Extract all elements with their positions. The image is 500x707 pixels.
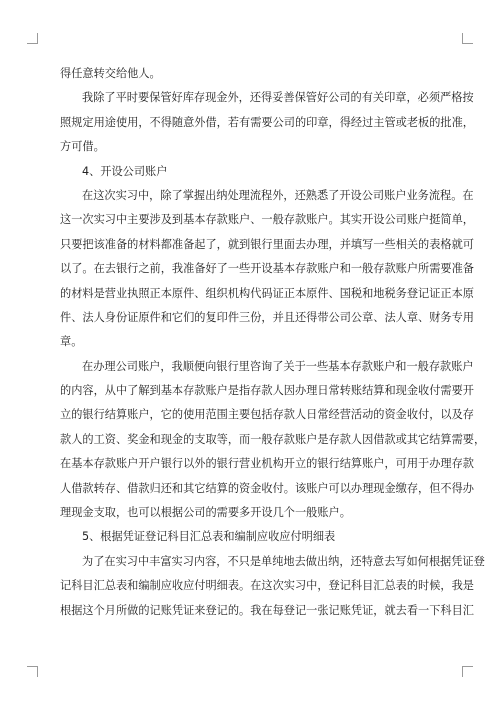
text-line: 以了。在去银行之前，我准备好了一些开设基本存款账户和一般存款账户所需要准备 — [60, 262, 474, 276]
crop-mark-bottom-right — [462, 666, 473, 677]
document-body — [60, 62, 486, 623]
crop-mark-top-right — [462, 33, 473, 44]
crop-mark-bottom-left — [27, 666, 38, 677]
crop-mark-top-left — [27, 33, 38, 44]
text-line: 款人的工资、奖金和现金的支取等，而一般存款账户是存款人因借款或其它结算需要， — [60, 432, 486, 446]
text-line: 5、根据凭证登记科目汇总表和编制应收应付明细表 — [82, 530, 336, 544]
text-line: 理现金支取，也可以根据公司的需要多开设几个一般账户。 — [60, 506, 351, 520]
text-line: 根据这个月所做的记账凭证来登记的。我在每登记一张记账凭证，就去看一下科目汇 — [60, 603, 474, 617]
text-line: 的材料是营业执照正本原件、组织机构代码证正本原件、国税和地税务登记证正本原 — [60, 286, 474, 300]
text-line: 在办理公司账户，我顺便向银行里咨询了关于一些基本存款账户和一般存款账户 — [82, 359, 474, 373]
text-line: 照规定用途使用，不得随意外借，若有需要公司的印章，得经过主管或老板的批准， — [60, 115, 474, 129]
text-line: 我除了平时要保管好库存现金外，还得妥善保管好公司的有关印章，必须严格按 — [82, 91, 474, 105]
text-line: 为了在实习中丰富实习内容，不只是单纯地去做出纳，还特意去写如何根据凭证登 — [82, 554, 485, 568]
text-line: 的内容，从中了解到基本存款账户是指存款人因办理日常转账结算和现金收付需要开 — [60, 384, 474, 398]
text-line: 4、开设公司账户 — [82, 164, 168, 178]
text-line: 这一次实习中主要涉及到基本存款账户、一般存款账户。其实开设公司账户挺简单， — [60, 213, 474, 227]
text-line: 方可借。 — [60, 140, 105, 154]
text-line: 在这次实习中，除了掌握出纳处理流程外，还熟悉了开设公司账户业务流程。在 — [82, 188, 474, 202]
text-line: 记科目汇总表和编制应收应付明细表。在这次实习中，登记科目汇总表的时候，我是 — [60, 579, 474, 593]
text-line: 只要把该准备的材料都准备起了，就到银行里面去办理，并填写一些相关的表格就可 — [60, 237, 474, 251]
text-line: 立的银行结算账户，它的使用范围主要包括存款人日常经营活动的资金收付，以及存 — [60, 408, 474, 422]
text-line: 人借款转存、借款归还和其它结算的资金收付。该账户可以办理现金缴存，但不得办 — [60, 481, 474, 495]
text-line: 在基本存款账户开户银行以外的银行营业机构开立的银行结算账户，可用于办理存款 — [60, 457, 474, 471]
text-line: 得任意转交给他人。 — [60, 67, 161, 80]
text-line: 章。 — [60, 335, 83, 349]
text-line: 件、法人身份证原件和它们的复印件三份，并且还得带公司公章、法人章、财务专用 — [60, 310, 474, 324]
